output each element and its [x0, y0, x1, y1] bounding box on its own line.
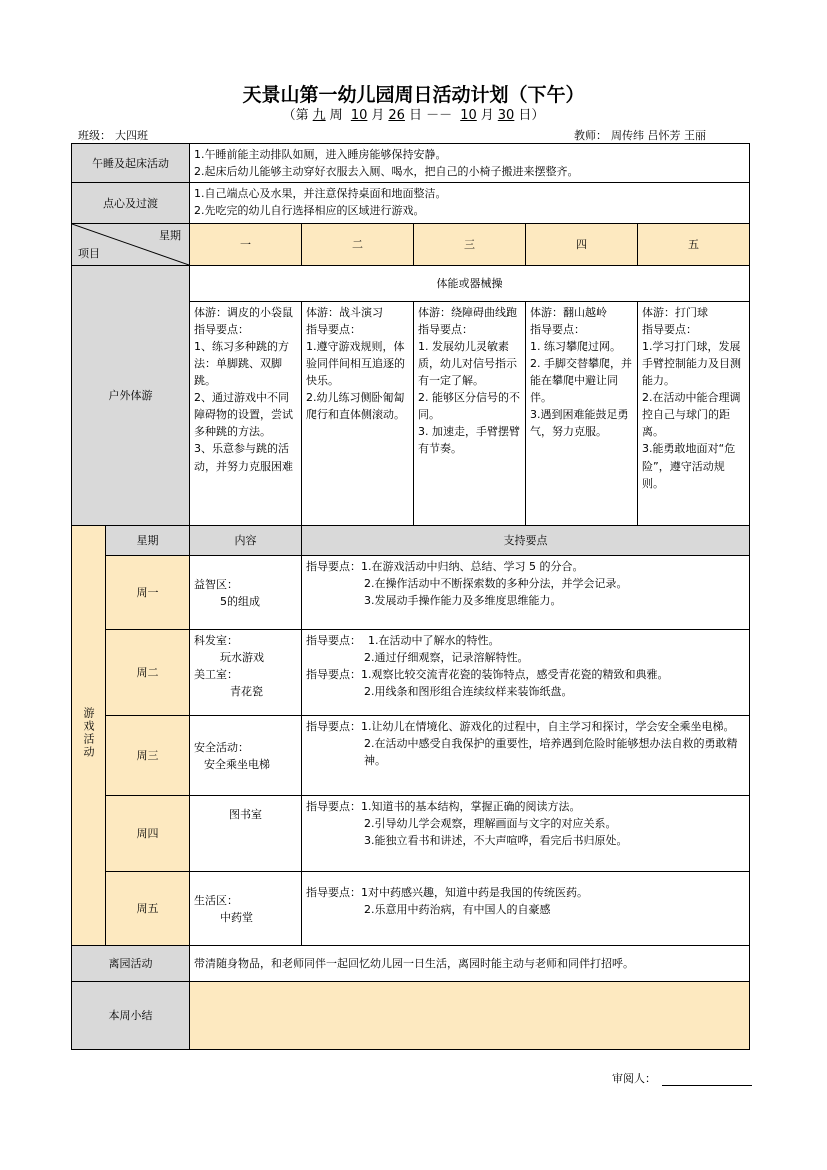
point-text: 1.在游戏活动中归纳、总结、学习 5 的分合。	[361, 560, 584, 574]
outdoor-line: 2. 手脚交替攀爬，并能在攀爬中避让同伴。	[530, 357, 632, 405]
point-line: 2.在操作活动中不断探索数的多种分法，并学会记录。	[364, 577, 628, 591]
point-line: 2.乐意用中药治病，有中国人的自豪感	[364, 903, 551, 917]
outdoor-line: 体游：翻山越岭	[530, 306, 607, 320]
game-content-line: 玩水游戏	[220, 651, 264, 665]
reviewer-signature-line[interactable]	[662, 1073, 752, 1086]
point-text: 1.在活动中了解水的特性。	[368, 634, 500, 648]
point-line	[306, 558, 745, 575]
summary-content[interactable]	[190, 982, 750, 1050]
game-content	[190, 872, 302, 946]
start-day: 26	[388, 108, 405, 123]
start-month: 10	[350, 108, 368, 123]
outdoor-line: 指导要点：	[306, 323, 361, 337]
game-content-line: 益智区：	[194, 577, 238, 591]
outdoor-line: 1. 练习攀爬过网。	[530, 340, 621, 354]
point-line	[306, 798, 745, 815]
leave-text: 带清随身物品，和老师同伴一起回忆幼儿园一日生活，离园时能主动与老师和同伴打招呼。	[190, 946, 750, 982]
summary-row	[72, 982, 750, 1050]
weekday-5: 五	[638, 224, 750, 266]
game-points	[302, 630, 750, 716]
outdoor-line: 2、通过游戏中不同障碍物的设置，尝试多种跳的方法。	[194, 391, 293, 439]
weekday-1: 一	[190, 224, 302, 266]
game-content	[190, 556, 302, 630]
class-value: 大四班	[111, 127, 181, 144]
game-points	[302, 796, 750, 872]
outdoor-line: 1、练习多种跳的方法：单脚跳、双脚跳。	[194, 340, 289, 388]
snack-content	[190, 183, 750, 224]
games-header-row	[72, 526, 750, 556]
point-label: 指导要点：	[306, 560, 361, 574]
outdoor-line: 2.在活动中能合理调控自己与球门的距离。	[642, 391, 741, 439]
game-day: 周二	[106, 630, 190, 716]
summary-label: 本周小结	[72, 982, 190, 1050]
game-row-tue	[72, 630, 750, 716]
games-side-text: 游戏活动	[82, 707, 96, 760]
point-label: 指导要点：	[306, 886, 361, 900]
end-day: 30	[497, 108, 515, 123]
point-text: 1.让幼儿在情境化、游戏化的过程中，自主学习和探讨，学会安全乘坐电梯。	[361, 720, 735, 734]
outdoor-label: 户外体游	[72, 266, 190, 526]
outdoor-line: 1. 发展幼儿灵敏素质，幼儿对信号指示有一定了解。	[418, 340, 517, 388]
point-label: 指导要点：	[306, 634, 361, 648]
weekday-3: 三	[414, 224, 526, 266]
games-col-content: 内容	[190, 526, 302, 556]
game-content	[190, 630, 302, 716]
game-content-line: 安全活动：	[194, 740, 249, 754]
leave-row	[72, 946, 750, 982]
outdoor-line: 指导要点：	[194, 323, 249, 337]
class-label: 班级：	[78, 129, 111, 142]
game-content	[190, 796, 302, 872]
week-prefix: （第	[282, 108, 309, 123]
date-range	[0, 104, 827, 123]
game-day: 周五	[106, 872, 190, 946]
week-label: 周	[329, 108, 343, 123]
outdoor-day-3	[414, 302, 526, 526]
outdoor-day-1	[190, 302, 302, 526]
end-suffix: 日）	[518, 108, 545, 123]
games-col-day: 星期	[106, 526, 190, 556]
outdoor-line: 3.遇到困难能鼓足勇气，努力克服。	[530, 408, 629, 439]
snack-line: 1.自己端点心及水果，并注意保持桌面和地面整洁。	[194, 187, 447, 201]
game-row-mon	[72, 556, 750, 630]
page-title: 天景山第一幼儿园周日活动计划（下午）	[242, 84, 585, 106]
point-line: 2.用线条和图形组合连续纹样来装饰纸盘。	[364, 685, 573, 699]
game-row-fri	[72, 872, 750, 946]
outdoor-line: 2. 能够区分信号的不同。	[418, 391, 520, 422]
outdoor-day-4	[526, 302, 638, 526]
outdoor-banner: 体能或器械操	[190, 266, 750, 302]
outdoor-line: 体游：打门球	[642, 306, 708, 320]
teacher-info	[574, 127, 710, 144]
outdoor-line: 2.幼儿练习侧卧匍匐爬行和直体侧滚动。	[306, 391, 405, 422]
nap-row	[72, 144, 750, 183]
outdoor-day-5	[638, 302, 750, 526]
outdoor-banner-row	[72, 266, 750, 302]
snack-row	[72, 183, 750, 224]
outdoor-line: 1.学习打门球，发展手臂控制能力及目测能力。	[642, 340, 741, 388]
point-line	[306, 666, 745, 683]
game-content-line: 生活区：	[194, 893, 238, 907]
game-content-line: 图书室	[229, 808, 262, 822]
teacher-value: 周传纬 吕怀芳 王丽	[607, 127, 710, 144]
point-text: 1.知道书的基本结构，掌握正确的阅读方法。	[361, 800, 581, 814]
game-content-line: 美工室：	[194, 668, 238, 682]
end-month: 10	[460, 108, 477, 123]
week-number: 九	[312, 108, 326, 123]
point-text: 1.观察比较交流青花瓷的装饰特点，感受青花瓷的精致和典雅。	[361, 668, 669, 682]
outdoor-line: 3. 加速走，手臂摆臂有节奏。	[418, 425, 520, 456]
outdoor-line: 体游：调皮的小袋鼠	[194, 306, 293, 320]
game-row-thu	[72, 796, 750, 872]
game-content-line: 青花瓷	[230, 685, 263, 699]
game-points	[302, 716, 750, 796]
teacher-label: 教师：	[574, 129, 607, 142]
point-line: 2.引导幼儿学会观察，理解画面与文字的对应关系。	[364, 817, 617, 831]
month-label: 月	[371, 108, 385, 123]
corner-weekday: 星期	[159, 229, 181, 243]
game-content-line: 安全乘坐电梯	[204, 757, 270, 771]
point-line	[306, 718, 745, 735]
outdoor-day-2	[302, 302, 414, 526]
outdoor-line: 指导要点：	[418, 323, 473, 337]
point-line: 3.能独立看书和讲述，不大声喧哗，看完后书归原处。	[364, 834, 628, 848]
game-content-line: 中药堂	[220, 910, 253, 924]
weekday-header-row	[72, 224, 750, 266]
point-label: 指导要点：	[306, 668, 361, 682]
game-content-line: 科发室：	[194, 634, 238, 648]
point-text: 1对中药感兴趣，知道中药是我国的传统医药。	[361, 886, 588, 900]
nap-content	[190, 144, 750, 183]
outdoor-line: 3、乐意参与跳的活动，并努力克服困难	[194, 442, 293, 473]
game-points	[302, 556, 750, 630]
point-line	[306, 632, 745, 649]
point-label: 指导要点：	[306, 720, 361, 734]
point-label: 指导要点：	[306, 800, 361, 814]
corner-item: 项目	[78, 247, 100, 261]
game-content	[190, 716, 302, 796]
outdoor-line: 体游：绕障碍曲线跑	[418, 306, 517, 320]
point-line: 3.发展动手操作能力及多维度思维能力。	[364, 594, 562, 608]
nap-label: 午睡及起床活动	[72, 144, 190, 183]
game-points	[302, 872, 750, 946]
games-side-label	[72, 526, 106, 946]
outdoor-line: 体游：战斗演习	[306, 306, 383, 320]
day-label: 日 －－	[408, 108, 453, 123]
point-line: 2.在活动中感受自我保护的重要性，培养遇到危险时能够想办法自救的勇敢精神。	[364, 737, 738, 768]
point-line: 2.通过仔细观察，记录溶解特性。	[364, 651, 529, 665]
games-col-points: 支持要点	[302, 526, 750, 556]
plan-table	[71, 143, 750, 1050]
reviewer	[612, 1070, 752, 1086]
outdoor-line: 3.能勇敢地面对“危险”，遵守活动规则。	[642, 442, 736, 490]
point-line	[306, 874, 745, 901]
weekday-2: 二	[302, 224, 414, 266]
game-day: 周三	[106, 716, 190, 796]
game-row-wed	[72, 716, 750, 796]
snack-line: 2.先吃完的幼儿自行选择相应的区域进行游戏。	[194, 204, 425, 218]
corner-cell	[72, 224, 190, 266]
outdoor-line: 指导要点：	[642, 323, 697, 337]
game-day: 周一	[106, 556, 190, 630]
game-content-line: 5的组成	[220, 594, 260, 608]
leave-label: 离园活动	[72, 946, 190, 982]
end-month-label: 月	[480, 108, 494, 123]
outdoor-line: 1.遵守游戏规则，体验同伴间相互追逐的快乐。	[306, 340, 405, 388]
class-info	[78, 127, 181, 144]
outdoor-line: 指导要点：	[530, 323, 585, 337]
snack-label: 点心及过渡	[72, 183, 190, 224]
nap-line: 1.午睡前能主动排队如厕，进入睡房能够保持安静。	[194, 148, 447, 161]
nap-line: 2.起床后幼儿能够主动穿好衣服去入厕、喝水，把自己的小椅子搬进来摆整齐。	[194, 165, 579, 179]
weekday-4: 四	[526, 224, 638, 266]
game-day: 周四	[106, 796, 190, 872]
reviewer-label: 审阅人：	[612, 1072, 656, 1085]
